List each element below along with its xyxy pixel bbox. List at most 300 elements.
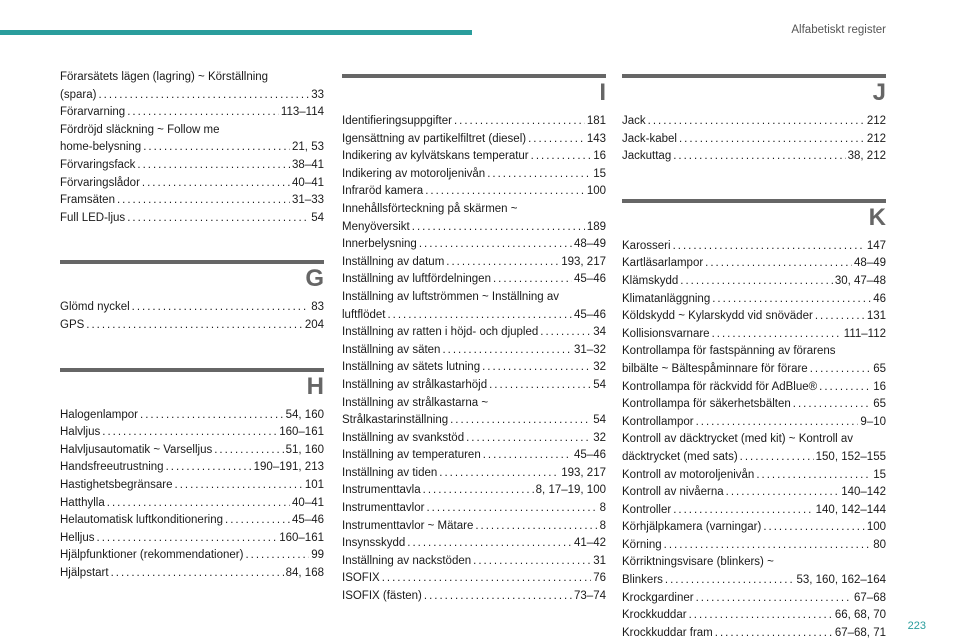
- section-rule: [60, 368, 324, 372]
- index-entry-pages: 181: [586, 115, 606, 127]
- index-entry-row: [622, 396, 886, 414]
- dot-leader: [423, 482, 534, 500]
- index-entry-pages: 31: [593, 554, 606, 567]
- index-entry-term: Kontrollampor: [622, 415, 694, 428]
- index-entry-row: [622, 308, 886, 326]
- dot-leader: [407, 535, 572, 553]
- index-entry-pages: 204: [304, 318, 324, 331]
- index-entry-row: [60, 547, 324, 565]
- index-entry-term: bilbälte ~ Bältespåminnare för förare: [622, 362, 808, 375]
- index-entry-row: [60, 459, 324, 477]
- index-entry: [60, 477, 324, 495]
- index-entry: [342, 359, 606, 377]
- index-entry: [60, 530, 324, 548]
- index-entry-row: [60, 512, 324, 530]
- index-entry-row: [622, 379, 886, 397]
- index-entry-row: [622, 484, 886, 502]
- index-entry-term: Blinkers: [622, 574, 663, 587]
- index-entry-term: luftflödet: [342, 308, 386, 321]
- index-entry-pages: 30, 47–48: [834, 274, 886, 287]
- index-section-j: [622, 113, 886, 166]
- index-entry: [342, 430, 606, 448]
- index-entry: [622, 537, 886, 555]
- index-entry: [622, 131, 886, 149]
- index-entry-term: Hjälpfunktioner (rekommendationer): [60, 549, 244, 562]
- index-column-1: [60, 69, 324, 582]
- index-entry: [60, 512, 324, 530]
- index-entry-pages: 147: [866, 239, 886, 252]
- index-entry-term: Köldskydd ~ Kylarskydd vid snöväder: [622, 310, 813, 323]
- dot-leader: [446, 254, 559, 272]
- index-entry-pages: 193, 217: [561, 255, 606, 268]
- index-entry-pages: 48–49: [574, 238, 606, 251]
- index-entry-pages: 54, 160: [285, 408, 324, 421]
- dot-leader: [815, 308, 865, 326]
- index-entry-term: Halvljusautomatik ~ Varselljus: [60, 443, 213, 456]
- index-entry-row: [60, 407, 324, 425]
- index-entry: [342, 465, 606, 483]
- index-entry-term: Förarvarning: [60, 106, 126, 119]
- index-entry: [342, 254, 606, 272]
- index-entry-pages: 33: [311, 88, 324, 101]
- index-entry: [342, 342, 606, 360]
- index-entry-pages: 54: [311, 211, 324, 224]
- index-entry-pages: 41–42: [574, 537, 606, 550]
- page-header-title: Alfabetiskt register: [791, 24, 886, 36]
- dot-leader: [143, 139, 290, 157]
- index-entry-term: Inställning av nackstöden: [342, 554, 472, 567]
- index-entry: [342, 236, 606, 254]
- index-entry-row: [342, 465, 606, 483]
- index-entry: [622, 238, 886, 256]
- index-entry: [622, 519, 886, 537]
- dot-leader: [412, 219, 585, 237]
- dot-leader: [425, 183, 585, 201]
- index-entry-term: Helljus: [60, 531, 95, 544]
- index-entry: [60, 157, 324, 175]
- index-entry-pages: 143: [586, 132, 606, 145]
- index-entry: [342, 377, 606, 395]
- index-entry-pages: 100: [586, 185, 606, 198]
- index-entry-pages: 45–46: [574, 273, 606, 286]
- index-entry-pages: 32: [593, 431, 606, 444]
- index-entry-row: [622, 291, 886, 309]
- index-entry-pages: 45–46: [574, 308, 606, 321]
- index-entry-pages: 84, 168: [285, 566, 324, 579]
- index-entry-row: [60, 442, 324, 460]
- index-entry-term: Infraröd kamera: [342, 185, 424, 198]
- index-entry-term: Klämskydd: [622, 274, 679, 287]
- dot-leader: [419, 236, 572, 254]
- index-entry-row: [60, 477, 324, 495]
- dot-leader: [810, 361, 872, 379]
- letter-heading-j: [622, 69, 886, 109]
- letter-heading-k: [622, 194, 886, 234]
- index-entry: [622, 607, 886, 625]
- index-entry-pages: 66, 68, 70: [834, 609, 886, 622]
- index-entry-term: Jackuttag: [622, 150, 672, 163]
- index-entry-row: [342, 236, 606, 254]
- index-entry-text-line: Körriktningsvisare (blinkers) ~: [622, 556, 774, 569]
- index-entry-term: Strålkastarinställning: [342, 414, 449, 427]
- index-entry: [342, 395, 606, 430]
- index-entry-term: Kontroll av nivåerna: [622, 486, 724, 499]
- index-entry-row: [622, 607, 886, 625]
- index-entry-term: Körning: [622, 538, 662, 551]
- dot-leader: [387, 307, 572, 325]
- index-entry-row: [60, 424, 324, 442]
- dot-leader: [424, 588, 572, 606]
- index-entry-text-line: Kontrollampa för fastspänning av förarens: [622, 345, 836, 358]
- index-entry-term: däcktrycket (med sats): [622, 450, 738, 463]
- index-entry: [60, 459, 324, 477]
- index-entry-text-line: Innehållsförteckning på skärmen ~: [342, 202, 518, 215]
- dot-leader: [696, 590, 852, 608]
- index-entry-row: [342, 183, 606, 201]
- index-entry-term: Inställning av datum: [342, 255, 445, 268]
- index-entry-pages: 193, 217: [561, 466, 606, 479]
- index-entry: [342, 500, 606, 518]
- index-entry-text-line: Inställning av strålkastarna ~: [342, 396, 489, 409]
- section-rule: [342, 74, 606, 78]
- section-letter: G: [305, 265, 324, 293]
- index-entry-pages: 76: [593, 572, 606, 585]
- dot-leader: [528, 131, 585, 149]
- index-entry-term: Jack: [622, 115, 646, 127]
- index-entry-term: Instrumenttavla: [342, 484, 421, 497]
- index-entry-pages: 67–68, 71: [834, 626, 886, 639]
- dot-leader: [475, 518, 597, 536]
- index-entry: [342, 518, 606, 536]
- dot-leader: [696, 414, 859, 432]
- index-entry: [60, 210, 324, 228]
- index-entry-row: [622, 502, 886, 520]
- header-accent-bar: [0, 30, 472, 35]
- index-entry-term: ISOFIX: [342, 572, 380, 585]
- index-entry: [342, 131, 606, 149]
- index-entry-pages: 100: [866, 521, 886, 534]
- index-entry-pages: 31–33: [292, 194, 324, 207]
- dot-leader: [454, 113, 585, 131]
- index-entry-pages: 32: [593, 361, 606, 374]
- dot-leader: [712, 326, 842, 344]
- index-section-h: [60, 407, 324, 583]
- index-entry-term: GPS: [60, 318, 85, 331]
- index-entry-pages: 83: [311, 301, 324, 314]
- index-entry-row: [60, 317, 324, 335]
- index-entry-pages: 51, 160: [285, 443, 324, 456]
- index-entry-pages: 65: [873, 398, 886, 411]
- dot-leader: [132, 299, 310, 317]
- dot-leader: [679, 131, 865, 149]
- index-entry-pages: 53, 160, 162–164: [796, 574, 886, 587]
- dot-leader: [493, 271, 572, 289]
- index-entry-term: Framsäten: [60, 194, 115, 207]
- index-entry: [60, 175, 324, 193]
- dot-leader: [245, 547, 309, 565]
- index-entry: [60, 495, 324, 513]
- index-entry-term: Krockkuddar: [622, 609, 687, 622]
- index-entry-pages: 54: [593, 378, 606, 391]
- index-entry: [342, 553, 606, 571]
- index-section-f: [60, 69, 324, 227]
- index-section-i: [342, 113, 606, 606]
- index-entry-term: Inställning av ratten i höjd- och djupled: [342, 326, 539, 339]
- index-entry-row: [342, 482, 606, 500]
- index-entry: [622, 484, 886, 502]
- index-entry-term: Identifieringsuppgifter: [342, 115, 452, 127]
- index-entry-term: home-belysning: [60, 141, 142, 154]
- index-entry-row: [60, 565, 324, 583]
- dot-leader: [665, 572, 795, 590]
- index-entry: [342, 570, 606, 588]
- index-entry-pages: 189: [586, 220, 606, 233]
- index-entry: [622, 113, 886, 131]
- index-entry-term: Indikering av kylvätskans temperatur: [342, 150, 529, 163]
- index-entry: [342, 183, 606, 201]
- index-entry-pages: 190–191, 213: [253, 461, 324, 474]
- dot-leader: [664, 537, 872, 555]
- index-entry: [342, 535, 606, 553]
- index-entry: [60, 104, 324, 122]
- dot-leader: [473, 553, 591, 571]
- dot-leader: [726, 484, 840, 502]
- index-entry-term: Inställning av sätets lutning: [342, 361, 481, 374]
- dot-leader: [140, 407, 284, 425]
- index-entry-text-line: Förarsätets lägen (lagring) ~ Körställning: [60, 71, 269, 83]
- index-entry-row: [60, 495, 324, 513]
- index-entry-row: [342, 412, 606, 430]
- index-entry-pages: 140, 142–144: [815, 503, 886, 516]
- index-entry-pages: 150, 152–155: [815, 450, 886, 463]
- index-entry-term: Halvljus: [60, 426, 101, 439]
- section-letter: K: [868, 203, 886, 231]
- index-entry: [622, 255, 886, 273]
- index-entry-pages: 38–41: [292, 158, 324, 171]
- index-entry-term: ISOFIX (fästen): [342, 590, 422, 603]
- index-entry-row: [622, 625, 886, 640]
- index-entry-pages: 67–68: [854, 591, 886, 604]
- index-entry-row: [622, 113, 886, 131]
- index-entry-term: Karosseri: [622, 239, 671, 252]
- index-entry-row: [622, 519, 886, 537]
- index-entry: [342, 447, 606, 465]
- index-entry-pages: 65: [873, 362, 886, 375]
- index-entry-row: [342, 500, 606, 518]
- dot-leader: [166, 459, 252, 477]
- index-entry-pages: 45–46: [292, 514, 324, 527]
- index-column-2: [342, 69, 606, 606]
- dot-leader: [97, 530, 278, 548]
- index-entry: [60, 407, 324, 425]
- dot-leader: [673, 238, 865, 256]
- index-entry: [342, 201, 606, 236]
- index-entry-term: Förvaringslådor: [60, 176, 140, 189]
- dot-leader: [673, 148, 845, 166]
- index-entry-pages: 9–10: [860, 415, 886, 428]
- index-entry-term: Handsfreeutrustning: [60, 461, 164, 474]
- index-entry-row: [622, 238, 886, 256]
- index-entry-pages: 38, 212: [847, 150, 886, 163]
- index-entry-text-line: Kontroll av däcktrycket (med kit) ~ Kontroll av: [622, 433, 854, 446]
- dot-leader: [712, 291, 871, 309]
- index-entry: [622, 308, 886, 326]
- index-entry-row: [60, 139, 324, 157]
- index-entry-pages: 160–161: [279, 531, 324, 544]
- index-entry-term: Förvaringsfack: [60, 158, 136, 171]
- index-entry-row: [342, 535, 606, 553]
- index-entry-row: [60, 530, 324, 548]
- index-entry: [622, 343, 886, 378]
- index-entry-row: [342, 271, 606, 289]
- dot-leader: [648, 113, 865, 131]
- index-entry-pages: 73–74: [574, 590, 606, 603]
- index-entry-pages: 113–114: [280, 106, 324, 119]
- index-entry: [342, 148, 606, 166]
- index-entry-pages: 212: [866, 132, 886, 145]
- index-entry-pages: 45–46: [574, 449, 606, 462]
- dot-leader: [86, 317, 303, 335]
- index-entry-term: Igensättning av partikelfiltret (diesel): [342, 132, 527, 145]
- index-entry-row: [342, 430, 606, 448]
- index-entry: [60, 442, 324, 460]
- index-entry-row: [622, 361, 886, 379]
- index-column-3: [622, 69, 886, 640]
- index-entry-row: [342, 307, 606, 325]
- index-entry-text-line: Inställning av luftströmmen ~ Inställning av: [342, 290, 560, 303]
- index-entry-term: Innerbelysning: [342, 238, 417, 251]
- index-entry: [622, 326, 886, 344]
- index-entry-row: [60, 192, 324, 210]
- dot-leader: [763, 519, 864, 537]
- index-entry: [60, 192, 324, 210]
- index-entry-term: Krockgardiner: [622, 591, 694, 604]
- index-entry: [622, 625, 886, 640]
- index-entry-row: [342, 518, 606, 536]
- index-entry-term: Halogenlampor: [60, 408, 138, 421]
- dot-leader: [382, 570, 592, 588]
- index-entry-term: Insynsskydd: [342, 537, 406, 550]
- index-entry-term: Jack-kabel: [622, 132, 677, 145]
- index-entry-pages: 16: [593, 150, 606, 163]
- dot-leader: [137, 157, 290, 175]
- index-entry-row: [622, 273, 886, 291]
- index-entry: [342, 588, 606, 606]
- index-entry-term: Kontroll av motoroljenivån: [622, 468, 755, 481]
- page-number: 223: [907, 620, 926, 632]
- index-entry-term: Inställning av strålkastarhöjd: [342, 378, 488, 391]
- index-entry-pages: 8: [599, 519, 606, 532]
- section-rule: [622, 199, 886, 203]
- index-entry-pages: 111–112: [843, 327, 886, 340]
- index-entry-pages: 80: [873, 538, 886, 551]
- index-entry-pages: 54: [593, 414, 606, 427]
- dot-leader: [483, 447, 572, 465]
- index-entry-term: Glömd nyckel: [60, 301, 130, 314]
- index-entry: [60, 317, 324, 335]
- index-entry: [60, 547, 324, 565]
- index-section-g: [60, 299, 324, 334]
- index-entry-term: Klimatanläggning: [622, 292, 711, 305]
- index-entry-row: [622, 537, 886, 555]
- dot-leader: [756, 467, 871, 485]
- index-entry-row: [622, 590, 886, 608]
- index-entry-pages: 34: [593, 326, 606, 339]
- index-entry: [342, 113, 606, 131]
- index-entry-row: [342, 131, 606, 149]
- index-entry-term: Inställning av temperaturen: [342, 449, 481, 462]
- index-entry-pages: 8, 17–19, 100: [535, 484, 606, 497]
- index-entry-term: Inställning av luftfördelningen: [342, 273, 491, 286]
- dot-leader: [214, 442, 283, 460]
- index-entry-term: Hastighetsbegränsare: [60, 478, 173, 491]
- dot-leader: [98, 87, 309, 105]
- dot-leader: [482, 359, 591, 377]
- section-letter: J: [872, 79, 886, 106]
- index-entry-row: [622, 449, 886, 467]
- index-entry-pages: 8: [599, 502, 606, 515]
- index-entry-term: Instrumenttavlor: [342, 502, 425, 515]
- section-letter: I: [599, 79, 606, 106]
- index-entry-term: Inställning av svankstöd: [342, 431, 465, 444]
- dot-leader: [450, 412, 591, 430]
- dot-leader: [439, 465, 559, 483]
- index-entry-row: [342, 166, 606, 184]
- dot-leader: [819, 379, 871, 397]
- index-entry-pages: 140–142: [841, 486, 886, 499]
- index-entry-row: [60, 175, 324, 193]
- index-entry-row: [622, 326, 886, 344]
- index-entry-term: Menyöversikt: [342, 220, 410, 233]
- index-entry-row: [622, 467, 886, 485]
- index-entry-row: [342, 447, 606, 465]
- index-entry-pages: 31–32: [574, 343, 606, 356]
- index-entry-term: Instrumenttavlor ~ Mätare: [342, 519, 474, 532]
- index-entry: [60, 69, 324, 104]
- index-entry-row: [342, 148, 606, 166]
- dot-leader: [142, 175, 290, 193]
- index-entry: [342, 482, 606, 500]
- dot-leader: [117, 192, 290, 210]
- section-letter: H: [306, 372, 324, 400]
- dot-leader: [715, 625, 833, 640]
- index-entry-text-line: Fördröjd släckning ~ Follow me: [60, 123, 220, 136]
- index-entry-term: Inställning av tiden: [342, 466, 438, 479]
- index-entry: [622, 148, 886, 166]
- letter-heading-g: [60, 255, 324, 295]
- index-entry: [622, 590, 886, 608]
- index-entry-term: Indikering av motoroljenivån: [342, 167, 486, 180]
- dot-leader: [793, 396, 871, 414]
- index-entry-term: Hjälpstart: [60, 566, 109, 579]
- dot-leader: [487, 166, 591, 184]
- index-entry-row: [342, 359, 606, 377]
- dot-leader: [127, 210, 309, 228]
- dot-leader: [531, 148, 592, 166]
- dot-leader: [111, 565, 284, 583]
- index-entry-term: Kontroller: [622, 503, 672, 516]
- index-entry-pages: 48–49: [854, 257, 886, 270]
- index-entry-pages: 40–41: [292, 176, 324, 189]
- index-entry-pages: 16: [873, 380, 886, 393]
- dot-leader: [175, 477, 303, 495]
- dot-leader: [102, 424, 277, 442]
- section-rule: [622, 74, 886, 78]
- index-entry-row: [60, 299, 324, 317]
- index-entry-pages: 46: [873, 292, 886, 305]
- index-entry: [622, 379, 886, 397]
- index-entry-term: Full LED-ljus: [60, 211, 126, 224]
